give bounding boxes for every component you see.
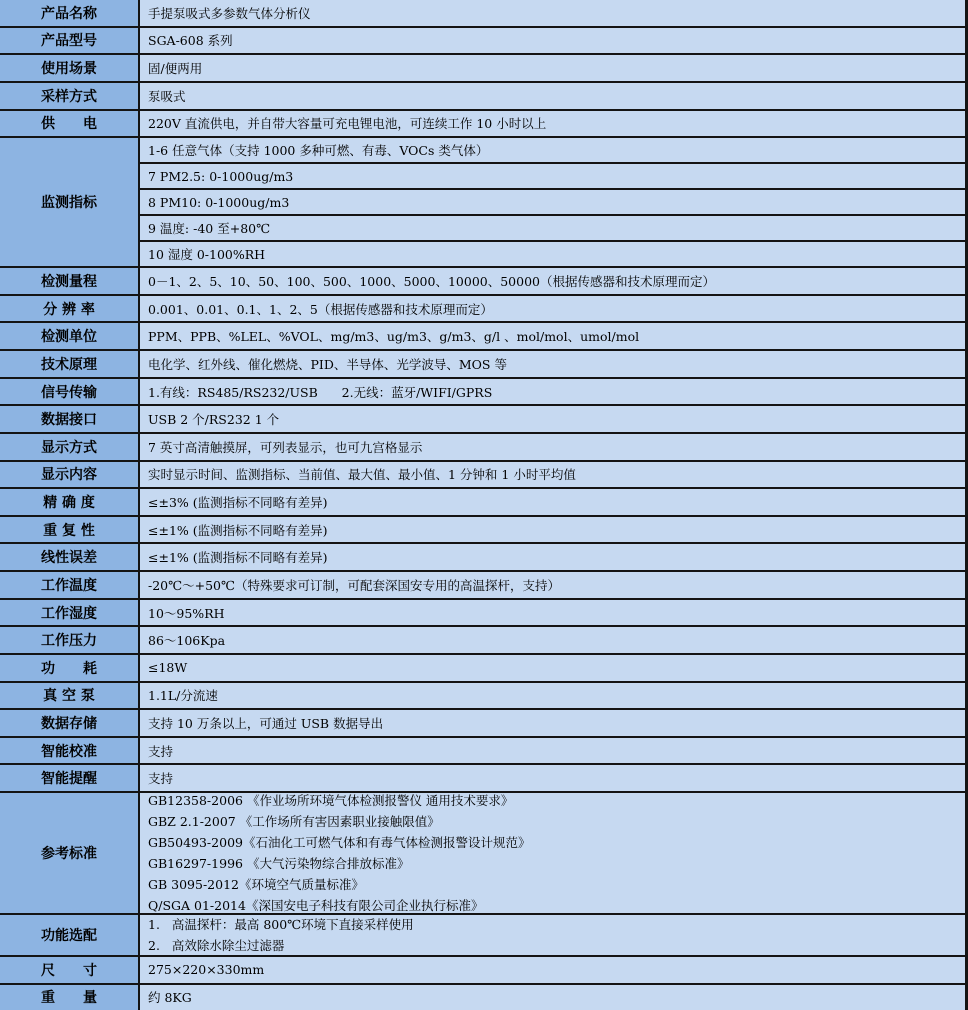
spec-row-label: 线性误差: [0, 544, 140, 570]
spec-value-line: GBZ 2.1-2007 《工作场所有害因素职业接触限值》: [148, 814, 440, 830]
spec-row: [0, 708, 965, 736]
spec-row-label: 数据接口: [0, 406, 140, 432]
spec-sub-value-cell: 1-6 任意气体（支持 1000 多种可燃、有毒、VOCs 类气体）: [148, 143, 489, 159]
spec-row-value-area: [140, 544, 965, 570]
spec-row: [0, 26, 965, 54]
spec-value-line: GB 3095-2012《环境空气质量标准》: [148, 877, 364, 893]
spec-row: [0, 460, 965, 488]
spec-row-label: 数据存储: [0, 710, 140, 736]
spec-row: [0, 598, 965, 626]
spec-row: [0, 53, 965, 81]
spec-row-value-area: [140, 83, 965, 109]
spec-row: [0, 653, 965, 681]
spec-value-cell: SGA-608 系列: [148, 33, 233, 49]
spec-value-cell: 泵吸式: [148, 88, 186, 104]
spec-row: [0, 404, 965, 432]
spec-row-label: 检测单位: [0, 323, 140, 349]
spec-sub-value-cell: 8 PM10: 0-1000ug/m3: [140, 188, 965, 214]
spec-value-cell: 0.001、0.01、0.1、1、2、5（根据传感器和技术原理而定）: [148, 301, 493, 317]
spec-row-label: 精 确 度: [0, 489, 140, 515]
spec-row-value-area: [140, 655, 965, 681]
spec-row-label: 产品名称: [0, 0, 140, 26]
spec-row: [0, 487, 965, 515]
spec-row-value-area: [140, 489, 965, 515]
spec-row: [0, 983, 965, 1010]
spec-row-value-area: [140, 0, 965, 26]
spec-value-cell: USB 2 个/RS232 1 个: [148, 412, 280, 428]
spec-row-value-area: [140, 434, 965, 460]
spec-row-value-area: [140, 765, 965, 791]
spec-row-value-area: [140, 985, 965, 1010]
spec-value-cell: 固/便两用: [148, 61, 203, 77]
spec-value-cell: 10～95%RH: [148, 605, 225, 621]
spec-row: [0, 763, 965, 791]
spec-sub-value-cell: 10 湿度 0-100%RH: [140, 240, 965, 266]
spec-value-cell: 0－1、2、5、10、50、100、500、1000、5000、10000、50000（根据传感器和技术原理而定）: [148, 274, 715, 290]
spec-row-label: 技术原理: [0, 351, 140, 377]
spec-row-value-area: [140, 379, 965, 405]
spec-row-label: 供 电: [0, 111, 140, 137]
spec-row-value-area: [140, 683, 965, 709]
spec-sub-value-cell: 7 PM2.5: 0-1000ug/m3: [140, 162, 965, 188]
spec-row-label: 使用场景: [0, 55, 140, 81]
spec-value-cell: 支持: [148, 743, 174, 759]
spec-row-value-area: [140, 462, 965, 488]
spec-value-line: Q/SGA 01-2014《深国安电子科技有限公司企业执行标准》: [148, 898, 484, 914]
spec-row-label: 智能校准: [0, 738, 140, 764]
spec-row-label: 工作温度: [0, 572, 140, 598]
spec-value-cell: ≤±1% (监测指标不同略有差异): [148, 522, 328, 538]
spec-value-line: 1. 高温探杆：最高 800℃环境下直接采样使用: [148, 916, 414, 932]
spec-value-cell: 支持: [148, 771, 174, 787]
spec-row: [0, 570, 965, 598]
spec-row: [0, 377, 965, 405]
spec-row: [0, 0, 965, 26]
spec-row: [0, 736, 965, 764]
spec-row-value-area: [140, 111, 965, 137]
spec-row: [0, 109, 965, 137]
spec-row-value-area: [140, 793, 965, 913]
spec-row-label: 采样方式: [0, 83, 140, 109]
spec-row-label: 真 空 泵: [0, 683, 140, 709]
spec-sub-value-cell: 9 温度: -40 至+80℃: [140, 214, 965, 240]
spec-row: [0, 349, 965, 377]
spec-row-value-area: [140, 710, 965, 736]
spec-row-value-area: [140, 517, 965, 543]
spec-row-value-area: [140, 138, 965, 266]
spec-row-label: 监测指标: [0, 138, 140, 266]
spec-row: [0, 266, 965, 294]
spec-row-label: 参考标准: [0, 793, 140, 913]
spec-row-label: 重 量: [0, 985, 140, 1010]
spec-value-cell: 支持 10 万条以上，可通过 USB 数据导出: [148, 716, 384, 732]
spec-row: [0, 913, 965, 955]
spec-row-value-area: [140, 738, 965, 764]
spec-row-label: 产品型号: [0, 28, 140, 54]
spec-row-value-area: [140, 627, 965, 653]
spec-value-cell: 86～106Kpa: [148, 633, 226, 649]
spec-value-cell: 1.有线：RS485/RS232/USB 2.无线：蓝牙/WIFI/GPRS: [148, 384, 493, 400]
spec-value-cell: -20℃～+50℃（特殊要求可订制，可配套深国安专用的高温探杆，支持）: [148, 577, 560, 593]
spec-row-label: 信号传输: [0, 379, 140, 405]
spec-row-label: 显示方式: [0, 434, 140, 460]
spec-row-value-area: [140, 28, 965, 54]
spec-value-line: GB12358-2006 《作业场所环境气体检测报警仪 通用技术要求》: [148, 793, 514, 809]
spec-row: [0, 432, 965, 460]
spec-value-cell: 275×220×330mm: [148, 962, 265, 978]
spec-row-label: 工作湿度: [0, 600, 140, 626]
spec-row-label: 分 辨 率: [0, 296, 140, 322]
spec-value-cell: 1.1L/分流速: [148, 688, 218, 704]
spec-row-label: 显示内容: [0, 462, 140, 488]
spec-row: [0, 625, 965, 653]
spec-row-label: 尺 寸: [0, 957, 140, 983]
spec-row-label: 工作压力: [0, 627, 140, 653]
spec-row: [0, 955, 965, 983]
spec-value-cell: 7 英寸高清触摸屏，可列表显示，也可九宫格显示: [148, 439, 423, 455]
spec-row: [0, 681, 965, 709]
spec-row-value-area: [140, 406, 965, 432]
spec-value-cell: 实时显示时间、监测指标、当前值、最大值、最小值、1 分钟和 1 小时平均值: [148, 467, 576, 483]
spec-value-cell: ≤±1% (监测指标不同略有差异): [148, 550, 328, 566]
spec-row-value-area: [140, 572, 965, 598]
spec-row-label: 功 耗: [0, 655, 140, 681]
spec-row-label: 检测量程: [0, 268, 140, 294]
spec-value-cell: 手提泵吸式多参数气体分析仪: [148, 5, 311, 21]
spec-row-value-area: [140, 915, 965, 955]
spec-value-line: GB50493-2009《石油化工可燃气体和有毒气体检测报警设计规范》: [148, 835, 531, 851]
spec-row: [0, 791, 965, 913]
spec-row-value-area: [140, 351, 965, 377]
spec-row-value-area: [140, 55, 965, 81]
spec-value-cell: 约 8KG: [148, 990, 192, 1006]
spec-row-value-area: [140, 268, 965, 294]
spec-row: [0, 321, 965, 349]
spec-row-value-area: [140, 957, 965, 983]
spec-row-value-area: [140, 296, 965, 322]
spec-value-cell: ≤18W: [148, 660, 188, 676]
spec-row: [0, 515, 965, 543]
spec-row-value-area: [140, 600, 965, 626]
spec-value-cell: 220V 直流供电，并自带大容量可充电锂电池，可连续工作 10 小时以上: [148, 116, 547, 132]
spec-row-label: 智能提醒: [0, 765, 140, 791]
spec-row-label: 功能选配: [0, 915, 140, 955]
spec-value-line: 2. 高效除水除尘过滤器: [148, 937, 285, 953]
spec-row: [0, 294, 965, 322]
spec-row: [0, 542, 965, 570]
spec-value-cell: 电化学、红外线、催化燃烧、PID、半导体、光学波导、MOS 等: [148, 356, 507, 372]
spec-row-value-area: [140, 323, 965, 349]
spec-value-cell: PPM、PPB、%LEL、%VOL、mg/m3、ug/m3、g/m3、g/l 、mol/mol、umol/mol: [148, 329, 640, 345]
spec-row-label: 重 复 性: [0, 517, 140, 543]
spec-value-cell: ≤±3% (监测指标不同略有差异): [148, 495, 328, 511]
spec-row: [0, 136, 965, 266]
spec-value-line: GB16297-1996 《大气污染物综合排放标准》: [148, 856, 410, 872]
spec-row: [0, 81, 965, 109]
